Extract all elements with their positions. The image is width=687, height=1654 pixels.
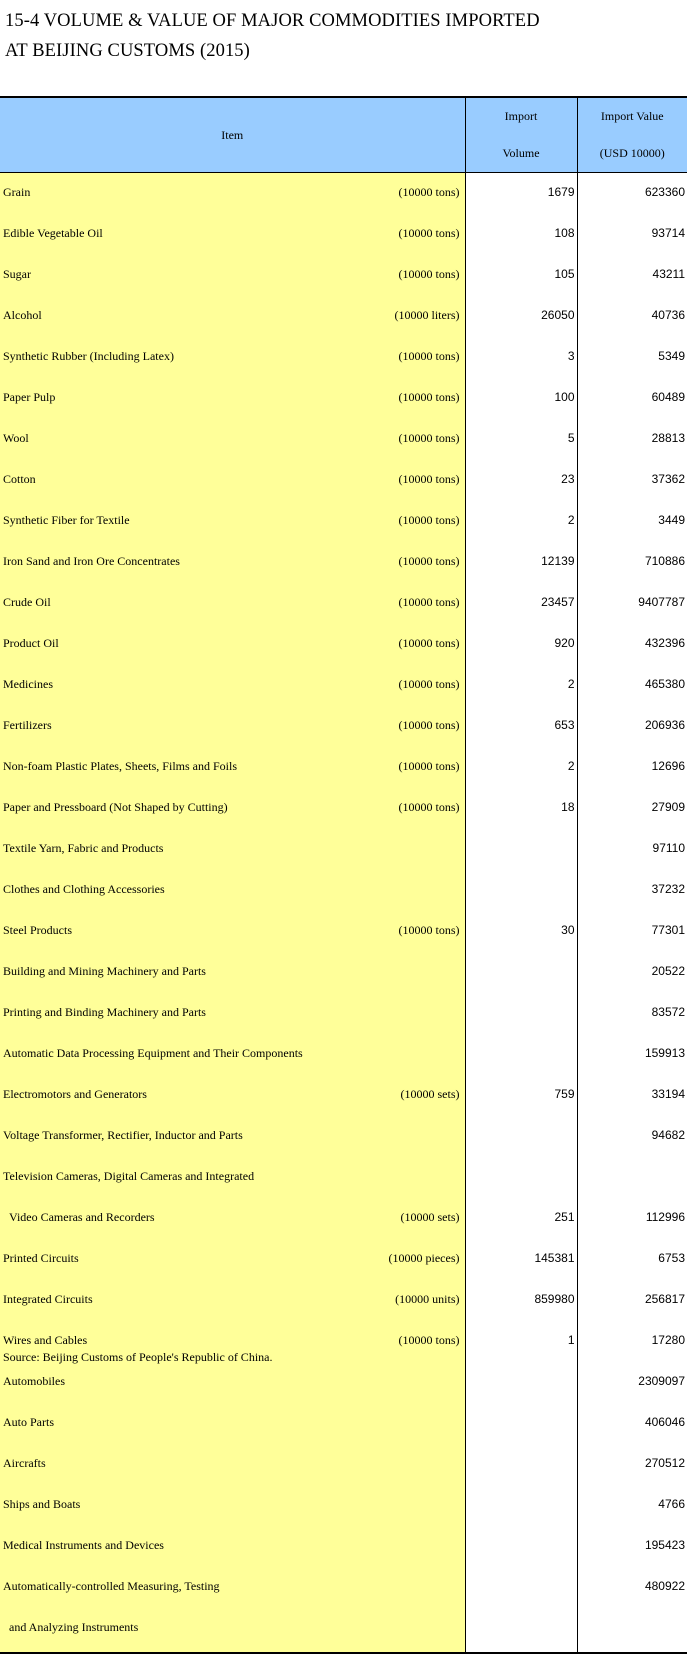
item-unit: (10000 tons) [399, 349, 460, 364]
import-volume-cell [465, 1037, 577, 1078]
item-name: Fertilizers [3, 718, 52, 733]
import-value-cell: 37232 [577, 873, 687, 914]
table-row [0, 750, 687, 791]
item-cell [0, 873, 465, 914]
import-value-cell: 406046 [577, 1406, 687, 1447]
item-cell [0, 709, 465, 750]
table-row [0, 381, 687, 422]
item-name: Medicines [3, 677, 53, 692]
table-row [0, 463, 687, 504]
commodities-table [0, 96, 687, 1654]
item-cell [0, 750, 465, 791]
item-unit: (10000 tons) [399, 595, 460, 610]
item-cell [0, 299, 465, 340]
item-name: Alcohol [3, 308, 42, 323]
import-volume-cell: 2 [465, 750, 577, 791]
item-cell [0, 545, 465, 586]
import-value-cell: 83572 [577, 996, 687, 1037]
import-volume-cell: 18 [465, 791, 577, 832]
item-unit: (10000 units) [395, 1292, 459, 1307]
import-volume-cell: 5 [465, 422, 577, 463]
item-unit: (10000 tons) [399, 226, 460, 241]
import-value-cell: 33194 [577, 1078, 687, 1119]
import-volume-cell [465, 955, 577, 996]
import-value-cell: 2309097 [577, 1365, 687, 1406]
table-row [0, 709, 687, 750]
import-volume-cell [465, 1570, 577, 1611]
header-import-volume [465, 97, 577, 173]
item-unit: (10000 tons) [399, 1333, 460, 1348]
item-cell [0, 258, 465, 299]
title-line-1: 15-4 VOLUME & VALUE OF MAJOR COMMODITIES IMPORTED [5, 6, 675, 36]
table-row [0, 545, 687, 586]
table-row [0, 1447, 687, 1488]
item-unit: (10000 sets) [401, 1210, 460, 1225]
header-value-line-1: Import Value [578, 98, 687, 135]
item-unit: (10000 tons) [399, 513, 460, 528]
item-cell [0, 173, 465, 218]
item-unit: (10000 tons) [399, 636, 460, 651]
item-name: Ships and Boats [3, 1497, 80, 1512]
item-cell [0, 340, 465, 381]
table-row [0, 1201, 687, 1242]
item-cell [0, 1488, 465, 1529]
table-row [0, 668, 687, 709]
item-name: Clothes and Clothing Accessories [3, 882, 165, 897]
import-value-cell: 43211 [577, 258, 687, 299]
item-unit: (10000 tons) [399, 472, 460, 487]
item-name: Product Oil [3, 636, 59, 651]
import-value-cell: 97110 [577, 832, 687, 873]
import-volume-cell: 23 [465, 463, 577, 504]
item-name: Auto Parts [3, 1415, 54, 1430]
item-unit: (10000 tons) [399, 390, 460, 405]
import-value-cell: 159913 [577, 1037, 687, 1078]
table-row [0, 1406, 687, 1447]
table-row [0, 258, 687, 299]
import-value-cell: 112996 [577, 1201, 687, 1242]
import-volume-cell: 2 [465, 504, 577, 545]
item-unit: (10000 liters) [395, 308, 460, 323]
item-cell [0, 1242, 465, 1283]
table-row [0, 586, 687, 627]
table-header-row [0, 97, 687, 173]
table-row [0, 832, 687, 873]
import-value-cell: 256817 [577, 1283, 687, 1324]
item-name: Integrated Circuits [3, 1292, 93, 1307]
table-row [0, 1611, 687, 1653]
import-value-cell: 28813 [577, 422, 687, 463]
item-name: Automobiles [3, 1374, 65, 1389]
item-cell [0, 1283, 465, 1324]
table-row [0, 504, 687, 545]
import-volume-cell: 108 [465, 217, 577, 258]
import-volume-cell: 920 [465, 627, 577, 668]
import-value-cell: 37362 [577, 463, 687, 504]
item-unit: (10000 sets) [401, 1087, 460, 1102]
import-volume-cell: 30 [465, 914, 577, 955]
item-name: Sugar [3, 267, 31, 282]
item-name: Synthetic Rubber (Including Latex) [3, 349, 174, 364]
page-title [5, 6, 675, 66]
import-volume-cell [465, 873, 577, 914]
import-volume-cell [465, 1611, 577, 1653]
table-row [0, 340, 687, 381]
table-row [0, 1119, 687, 1160]
item-name: Automatically-controlled Measuring, Testing [3, 1579, 220, 1594]
table-row [0, 627, 687, 668]
item-cell [0, 1611, 465, 1653]
header-value-line-2: (USD 10000) [578, 135, 687, 172]
import-value-cell: 94682 [577, 1119, 687, 1160]
import-value-cell: 432396 [577, 627, 687, 668]
item-unit: (10000 tons) [399, 554, 460, 569]
item-unit: (10000 tons) [399, 718, 460, 733]
table-row [0, 996, 687, 1037]
import-volume-cell [465, 1488, 577, 1529]
item-cell [0, 422, 465, 463]
item-cell [0, 627, 465, 668]
import-volume-cell: 251 [465, 1201, 577, 1242]
header-volume-line-2: Volume [466, 135, 577, 172]
import-value-cell: 270512 [577, 1447, 687, 1488]
item-name: Medical Instruments and Devices [3, 1538, 164, 1553]
import-volume-cell: 1 [465, 1324, 577, 1365]
import-value-cell: 60489 [577, 381, 687, 422]
item-cell [0, 1570, 465, 1611]
import-value-cell: 12696 [577, 750, 687, 791]
import-value-cell: 465380 [577, 668, 687, 709]
import-value-cell [577, 1611, 687, 1653]
item-name: Cotton [3, 472, 36, 487]
import-volume-cell: 3 [465, 340, 577, 381]
item-cell [0, 996, 465, 1037]
item-name: Aircrafts [3, 1456, 46, 1471]
item-cell [0, 1529, 465, 1570]
table-row [0, 217, 687, 258]
table-row [0, 1037, 687, 1078]
import-volume-cell: 2 [465, 668, 577, 709]
item-name: Steel Products [3, 923, 72, 938]
import-volume-cell: 12139 [465, 545, 577, 586]
item-cell [0, 1365, 465, 1406]
import-value-cell: 5349 [577, 340, 687, 381]
import-value-cell: 27909 [577, 791, 687, 832]
import-value-cell: 9407787 [577, 586, 687, 627]
item-unit: (10000 tons) [399, 677, 460, 692]
import-value-cell: 3449 [577, 504, 687, 545]
table-body [0, 173, 687, 1654]
item-cell [0, 381, 465, 422]
import-volume-cell [465, 1160, 577, 1201]
import-value-cell: 77301 [577, 914, 687, 955]
import-volume-cell: 1679 [465, 173, 577, 218]
item-cell [0, 955, 465, 996]
table-row [0, 1570, 687, 1611]
import-volume-cell: 859980 [465, 1283, 577, 1324]
item-cell [0, 504, 465, 545]
import-volume-cell [465, 832, 577, 873]
item-unit: (10000 pieces) [389, 1251, 460, 1266]
item-name: Video Cameras and Recorders [9, 1210, 155, 1225]
table-row [0, 791, 687, 832]
item-name: Non-foam Plastic Plates, Sheets, Films and Foils [3, 759, 237, 774]
item-cell [0, 217, 465, 258]
import-volume-cell: 100 [465, 381, 577, 422]
item-cell [0, 1201, 465, 1242]
import-value-cell: 40736 [577, 299, 687, 340]
import-value-cell: 6753 [577, 1242, 687, 1283]
table-row [0, 1529, 687, 1570]
table-row [0, 299, 687, 340]
item-unit: (10000 tons) [399, 431, 460, 446]
table-row [0, 422, 687, 463]
item-cell [0, 1078, 465, 1119]
item-cell [0, 668, 465, 709]
item-name: Wires and Cables [3, 1333, 87, 1348]
import-value-cell [577, 1160, 687, 1201]
import-volume-cell: 26050 [465, 299, 577, 340]
item-unit: (10000 tons) [399, 267, 460, 282]
item-cell [0, 586, 465, 627]
import-volume-cell [465, 1365, 577, 1406]
item-name: Edible Vegetable Oil [3, 226, 103, 241]
item-cell [0, 1119, 465, 1160]
import-volume-cell: 23457 [465, 586, 577, 627]
item-unit: (10000 tons) [399, 923, 460, 938]
import-value-cell: 710886 [577, 545, 687, 586]
item-name: Iron Sand and Iron Ore Concentrates [3, 554, 180, 569]
table-row [0, 173, 687, 218]
item-name: Voltage Transformer, Rectifier, Inductor and Parts [3, 1128, 243, 1143]
import-volume-cell: 759 [465, 1078, 577, 1119]
item-name: Television Cameras, Digital Cameras and Integrated [3, 1169, 254, 1184]
import-volume-cell: 653 [465, 709, 577, 750]
import-volume-cell [465, 1406, 577, 1447]
source-note: Source: Beijing Customs of People's Republic of China. [3, 1350, 272, 1365]
item-cell [0, 1037, 465, 1078]
commodities-table-container [0, 96, 687, 1654]
import-volume-cell: 105 [465, 258, 577, 299]
table-row [0, 1488, 687, 1529]
title-line-2: AT BEIJING CUSTOMS (2015) [5, 36, 675, 66]
import-value-cell: 623360 [577, 173, 687, 218]
table-row [0, 1078, 687, 1119]
item-name: Textile Yarn, Fabric and Products [3, 841, 163, 856]
item-name: Synthetic Fiber for Textile [3, 513, 130, 528]
import-volume-cell [465, 1529, 577, 1570]
item-name: Printed Circuits [3, 1251, 79, 1266]
item-name: Wool [3, 431, 29, 446]
table-row [0, 914, 687, 955]
item-name: Crude Oil [3, 595, 51, 610]
header-item: Item [0, 97, 465, 173]
item-cell [0, 832, 465, 873]
import-volume-cell [465, 1119, 577, 1160]
import-value-cell: 206936 [577, 709, 687, 750]
table-row [0, 873, 687, 914]
item-name: and Analyzing Instruments [9, 1620, 138, 1635]
item-name: Electromotors and Generators [3, 1087, 147, 1102]
import-volume-cell [465, 996, 577, 1037]
item-cell [0, 791, 465, 832]
import-volume-cell: 145381 [465, 1242, 577, 1283]
item-unit: (10000 tons) [399, 185, 460, 200]
table-row [0, 955, 687, 996]
import-value-cell: 195423 [577, 1529, 687, 1570]
table-row [0, 1242, 687, 1283]
import-value-cell: 20522 [577, 955, 687, 996]
item-name: Paper Pulp [3, 390, 55, 405]
item-name: Paper and Pressboard (Not Shaped by Cutting) [3, 800, 228, 815]
item-cell [0, 914, 465, 955]
import-value-cell: 17280 [577, 1324, 687, 1365]
item-cell [0, 463, 465, 504]
table-row [0, 1283, 687, 1324]
item-name: Printing and Binding Machinery and Parts [3, 1005, 206, 1020]
table-row [0, 1365, 687, 1406]
item-cell [0, 1406, 465, 1447]
item-cell [0, 1447, 465, 1488]
import-value-cell: 4766 [577, 1488, 687, 1529]
item-name: Grain [3, 185, 30, 200]
header-import-value [577, 97, 687, 173]
import-volume-cell [465, 1447, 577, 1488]
item-unit: (10000 tons) [399, 759, 460, 774]
item-name: Automatic Data Processing Equipment and Their Components [3, 1046, 303, 1061]
table-row [0, 1160, 687, 1201]
header-volume-line-1: Import [466, 98, 577, 135]
import-value-cell: 480922 [577, 1570, 687, 1611]
item-name: Building and Mining Machinery and Parts [3, 964, 206, 979]
item-unit: (10000 tons) [399, 800, 460, 815]
import-value-cell: 93714 [577, 217, 687, 258]
item-cell [0, 1160, 465, 1201]
